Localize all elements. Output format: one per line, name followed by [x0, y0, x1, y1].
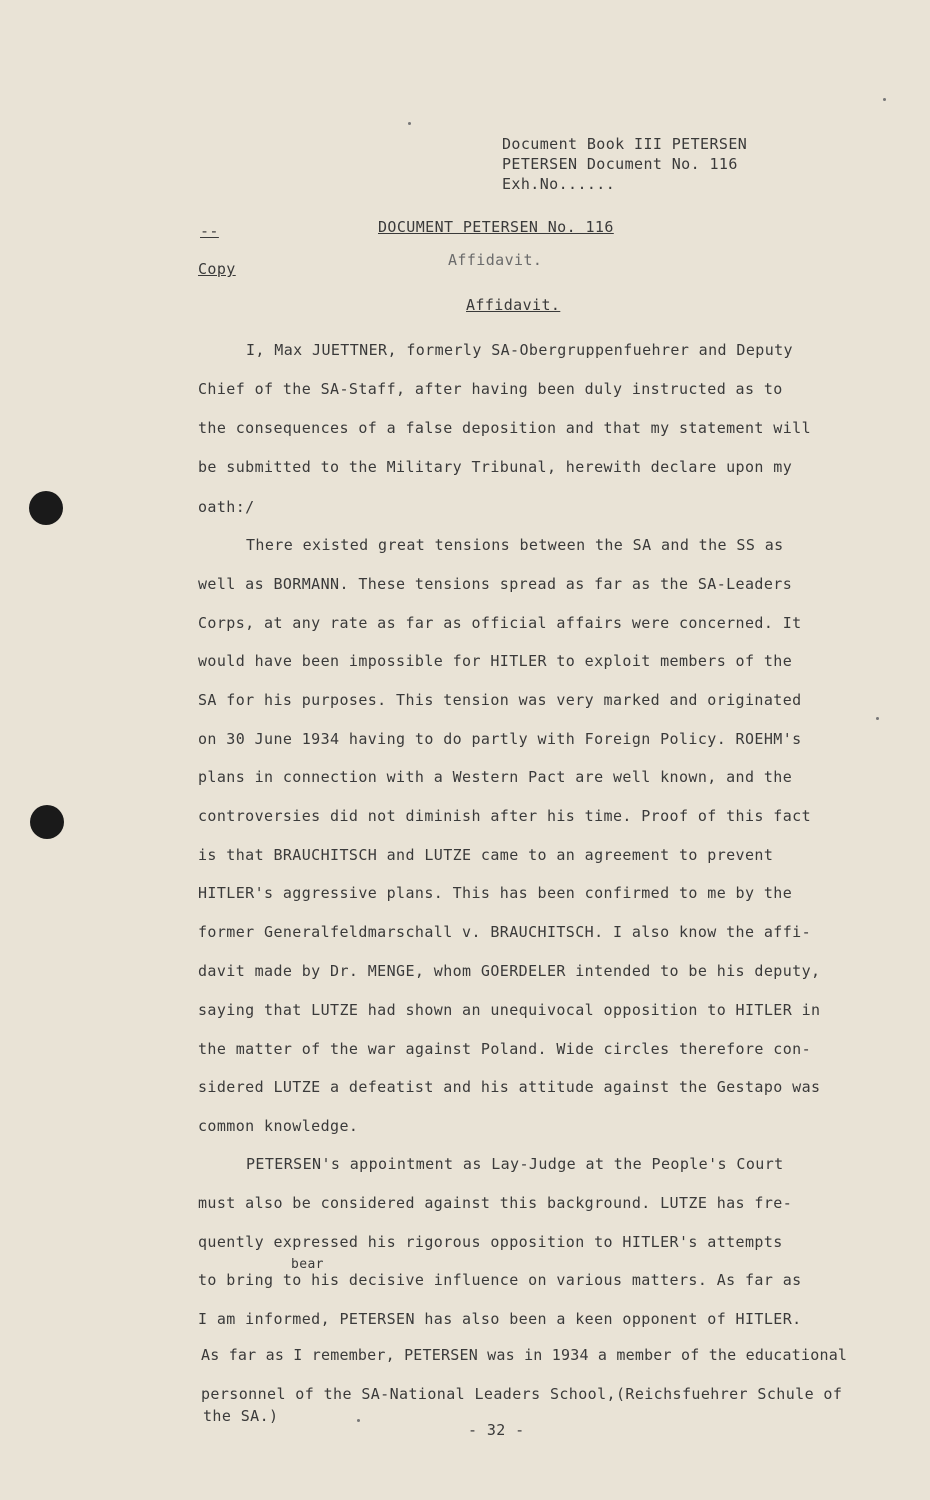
paragraph-line: on 30 June 1934 having to do partly with Foreign Policy. ROEHM's: [198, 730, 802, 748]
paragraph-line: must also be considered against this background. LUTZE has fre-: [198, 1194, 793, 1212]
paragraph-line: controversies did not diminish after his time. Proof of this fact: [198, 807, 811, 825]
paragraph-line: well as BORMANN. These tensions spread as far as the SA-Leaders: [198, 575, 793, 593]
header-document-line: PETERSEN Document No. 116: [502, 155, 738, 173]
paragraph-line: Corps, at any rate as far as official affairs were concerned. It: [198, 614, 802, 632]
paragraph-line: personnel of the SA-National Leaders School,(Reichsfuehrer Schule of: [201, 1385, 843, 1403]
header-exhibit-line: Exh.No......: [502, 175, 616, 193]
punch-hole-top: [29, 491, 63, 525]
copy-label: Copy: [198, 260, 236, 278]
paragraph-line: There existed great tensions between the SA and the SS as: [246, 536, 784, 554]
paragraph-line: Chief of the SA-Staff, after having been duly instructed as to: [198, 380, 783, 398]
header-book-line: Document Book III PETERSEN: [502, 135, 748, 153]
paragraph-line: common knowledge.: [198, 1117, 359, 1135]
speck: [883, 98, 886, 101]
paragraph-line: oath:/: [198, 498, 255, 516]
paragraph-line: SA for his purposes. This tension was very marked and originated: [198, 691, 802, 709]
paragraph-line: would have been impossible for HITLER to exploit members of the: [198, 652, 793, 670]
document-title: DOCUMENT PETERSEN No. 116: [378, 218, 614, 236]
paragraph-line: I am informed, PETERSEN has also been a keen opponent of HITLER.: [198, 1310, 802, 1328]
paragraph-line: former Generalfeldmarschall v. BRAUCHITSCH. I also know the affi-: [198, 923, 811, 941]
paragraph-line: is that BRAUCHITSCH and LUTZE came to an agreement to prevent: [198, 846, 774, 864]
affidavit-heading: Affidavit.: [466, 296, 561, 314]
paragraph-line: sidered LUTZE a defeatist and his attitude against the Gestapo was: [198, 1078, 821, 1096]
paragraph-line: the SA.): [203, 1407, 279, 1425]
paragraph-line: quently expressed his rigorous opposition to HITLER's attempts: [198, 1233, 783, 1251]
handwritten-insertion: bear: [291, 1257, 324, 1272]
speck: [357, 1419, 360, 1422]
margin-mark: --: [200, 222, 219, 240]
paragraph-line: I, Max JUETTNER, formerly SA-Obergruppenfuehrer and Deputy: [246, 341, 793, 359]
paragraph-line: As far as I remember, PETERSEN was in 1934 a member of the educational: [201, 1346, 848, 1364]
paragraph-line: be submitted to the Military Tribunal, herewith declare upon my: [198, 458, 793, 476]
paragraph-line: the consequences of a false deposition and that my statement will: [198, 419, 811, 437]
punch-hole-bottom: [30, 805, 64, 839]
document-subtitle: Affidavit.: [448, 251, 543, 269]
paragraph-line: HITLER's aggressive plans. This has been confirmed to me by the: [198, 884, 793, 902]
page-number: - 32 -: [468, 1421, 525, 1439]
paragraph-line: to bring to his decisive influence on various matters. As far as: [198, 1271, 802, 1289]
paragraph-line: PETERSEN's appointment as Lay-Judge at the People's Court: [246, 1155, 784, 1173]
speck: [876, 717, 879, 720]
paragraph-line: the matter of the war against Poland. Wide circles therefore con-: [198, 1040, 811, 1058]
paragraph-line: plans in connection with a Western Pact are well known, and the: [198, 768, 793, 786]
speck: [408, 122, 411, 125]
paragraph-line: davit made by Dr. MENGE, whom GOERDELER intended to be his deputy,: [198, 962, 821, 980]
paragraph-line: saying that LUTZE had shown an unequivocal opposition to HITLER in: [198, 1001, 821, 1019]
